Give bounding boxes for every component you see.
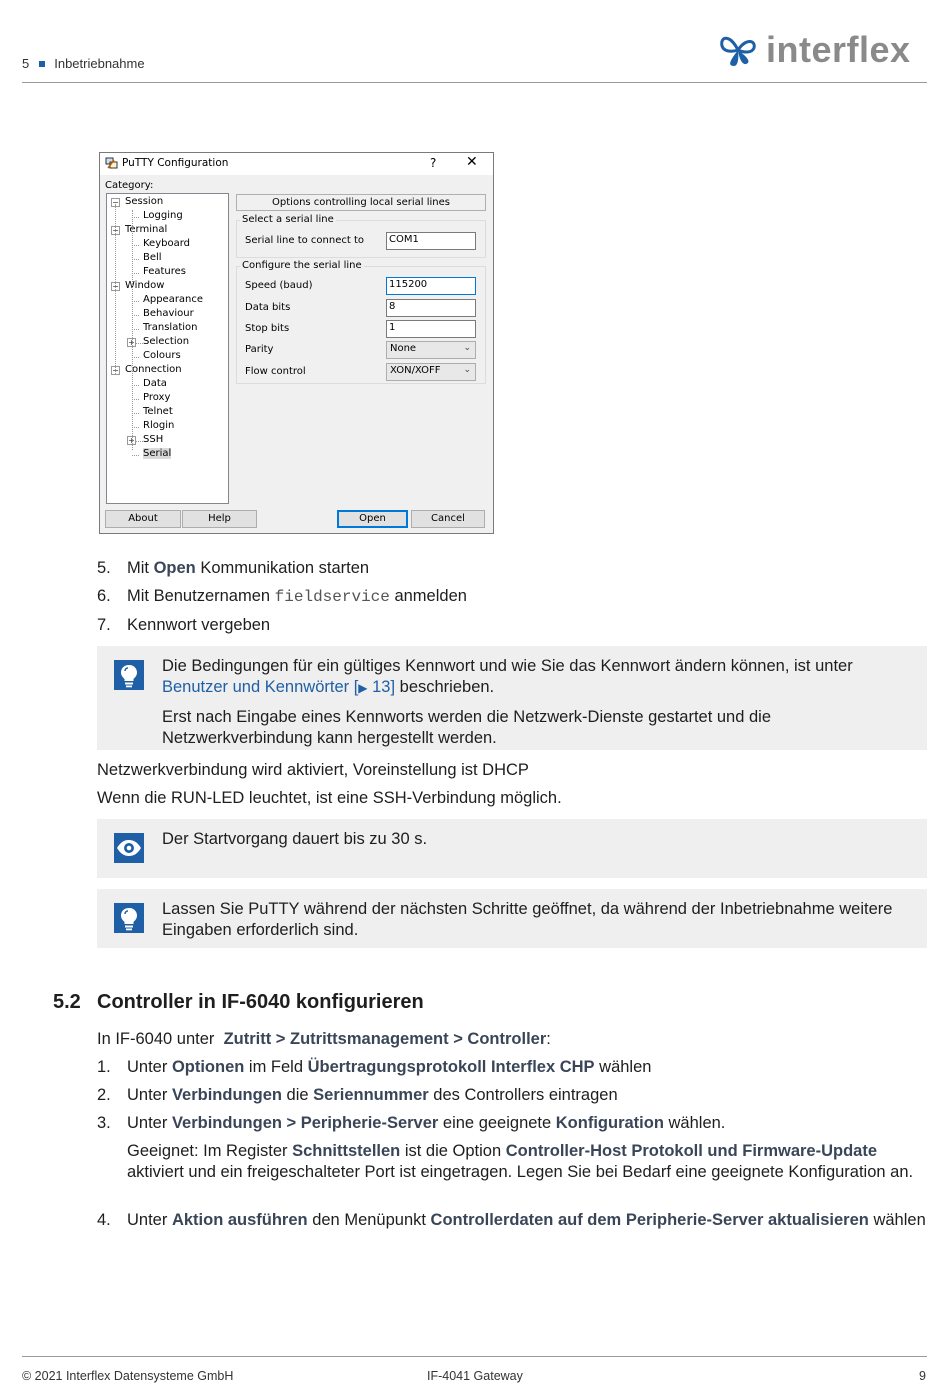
step-text: Unter <box>127 1058 172 1076</box>
tree-item-selection[interactable]: Selection <box>143 336 190 347</box>
cancel-button[interactable]: Cancel <box>411 510 485 528</box>
tree-item-data[interactable]: Data <box>143 378 167 389</box>
tree-item-bell[interactable]: Bell <box>143 252 162 263</box>
window-title: PuTTY Configuration <box>122 157 229 169</box>
list-item <box>97 1057 651 1077</box>
body-text: Wenn die RUN-LED leuchtet, ist eine SSH-Verbindung möglich. <box>97 789 562 807</box>
tree-connector <box>132 259 139 260</box>
tree-connector <box>132 301 139 302</box>
heading-number: 5.2 <box>53 991 81 1013</box>
step-number: 7. <box>97 616 111 634</box>
parity-label: Parity <box>245 344 274 355</box>
cross-reference-link[interactable]: Benutzer und Kennwörter [▶ 13] <box>162 677 396 696</box>
parity-value: None <box>390 343 417 354</box>
tree-item-window[interactable]: Window <box>125 280 165 291</box>
step-text: eine geeignete <box>438 1114 556 1132</box>
note-text: Erst nach Eingabe eines Kennworts werden die Netzwerk-Dienste gestartet und die Netzwerkverbindung kann hergestellt werden. <box>162 708 772 747</box>
lightbulb-icon <box>114 660 144 690</box>
tree-item-appearance[interactable]: Appearance <box>143 294 204 305</box>
footer-copyright: © 2021 Interflex Datensysteme GmbH <box>22 1369 234 1383</box>
open-button[interactable]: Open <box>337 510 408 528</box>
step-text: wählen. <box>663 1114 726 1132</box>
category-label: Category: <box>105 180 154 191</box>
step-text: Unter <box>127 1086 172 1104</box>
parity-select[interactable] <box>386 341 476 359</box>
ui-term: Controller-Host Protokoll und Firmware-Update <box>505 1142 878 1160</box>
tree-item-colours[interactable]: Colours <box>143 350 181 361</box>
step-text: den Menüpunkt <box>307 1211 431 1229</box>
tree-item-telnet[interactable]: Telnet <box>143 406 173 417</box>
tree-connector <box>132 427 139 428</box>
tree-item-keyboard[interactable]: Keyboard <box>143 238 191 249</box>
tree-item-serial[interactable]: Serial <box>143 448 172 459</box>
tree-item-behaviour[interactable]: Behaviour <box>143 308 194 319</box>
tree-item-proxy[interactable]: Proxy <box>143 392 171 403</box>
serial-config-group-label: Configure the serial line <box>242 260 362 271</box>
step-text: Unter <box>127 1211 172 1229</box>
step-text: Geeignet: Im Register <box>127 1142 293 1160</box>
data-bits-label: Data bits <box>245 302 291 313</box>
tree-connector <box>132 357 139 358</box>
tree-item-terminal[interactable]: Terminal <box>125 224 168 235</box>
serial-line-group-label: Select a serial line <box>242 214 334 225</box>
ui-term: Konfiguration <box>555 1114 664 1132</box>
ui-term: Optionen <box>171 1058 245 1076</box>
footer-divider <box>22 1356 927 1357</box>
flow-control-label: Flow control <box>245 366 306 377</box>
ui-term: Open <box>153 559 196 577</box>
step-text: im Feld <box>244 1058 308 1076</box>
step-text: wählen <box>868 1211 926 1229</box>
tree-connector <box>132 329 139 330</box>
header-divider <box>22 82 927 83</box>
list-item <box>97 1085 618 1105</box>
heading-title: Controller in IF-6040 konfigurieren <box>97 991 424 1013</box>
interflex-logo <box>716 28 911 72</box>
tip-note <box>97 889 927 948</box>
category-tree[interactable] <box>106 193 229 504</box>
step-text: wählen <box>594 1058 652 1076</box>
intro-text: In IF-6040 unter Zutritt > Zutrittsmanagement > Controller: <box>97 1030 551 1048</box>
note-text: Lassen Sie PuTTY während der nächsten Schritte geöffnet, da während der Inbetriebnahme weitere Eingaben erforderlich sind. <box>162 900 893 939</box>
serial-line-input[interactable]: COM1 <box>386 232 476 250</box>
section-number: 5 <box>22 56 30 71</box>
step-detail <box>127 1141 917 1182</box>
tree-item-logging[interactable]: Logging <box>143 210 183 221</box>
username-code: fieldservice <box>274 588 390 606</box>
step-text: des Controllers eintragen <box>428 1086 618 1104</box>
step-text: aktiviert und ein freigeschalteter Port ist eingetragen. Legen Sie bei Bedarf eine geeignete Konfiguration an. <box>127 1162 914 1181</box>
step-text: ist die Option <box>400 1142 506 1160</box>
list-item: 5. Mit Open Kommunikation starten <box>97 559 370 577</box>
speed-label: Speed (baud) <box>245 280 313 291</box>
ui-term: Verbindungen > Peripherie-Server <box>171 1114 439 1132</box>
collapse-icon[interactable]: − <box>112 226 119 235</box>
close-icon[interactable]: ✕ <box>466 154 478 170</box>
footer-product: IF-4041 Gateway <box>427 1369 523 1383</box>
collapse-icon[interactable]: − <box>112 282 119 291</box>
step-number: 3. <box>97 1114 111 1132</box>
info-note <box>97 819 927 878</box>
speed-input[interactable]: 115200 <box>386 277 476 295</box>
ui-term: Schnittstellen <box>292 1142 401 1160</box>
tree-item-session[interactable]: Session <box>125 196 164 207</box>
tree-connector <box>132 217 139 218</box>
step-number: 1. <box>97 1058 111 1076</box>
section-title: Inbetriebnahme <box>54 56 145 71</box>
collapse-icon[interactable]: − <box>112 366 119 375</box>
ui-term: Übertragungsprotokoll Interflex CHP <box>307 1058 595 1076</box>
page-number: 9 <box>919 1369 926 1383</box>
tree-guide-line <box>132 210 133 450</box>
step-number: 4. <box>97 1211 111 1229</box>
data-bits-input[interactable]: 8 <box>386 299 476 317</box>
ui-term: Controllerdaten auf dem Peripherie-Server aktualisieren <box>430 1211 869 1229</box>
list-item <box>97 1210 927 1231</box>
tip-note: Die Bedingungen für ein gültiges Kennwort und wie Sie das Kennwort ändern können, ist unter Benutzer und Kennwörter [▶ 13] beschrieben. Erst nach Eingabe eines Kennworts werden die Netzwerk-Dienste gestartet und die Netzwerkverbindung kann hergestellt werden. <box>97 646 927 750</box>
tree-item-rlogin[interactable]: Rlogin <box>143 420 175 431</box>
panel-title: Options controlling local serial lines <box>236 194 486 211</box>
eye-icon <box>114 833 144 863</box>
note-text: Der Startvorgang dauert bis zu 30 s. <box>162 830 428 848</box>
serial-line-label: Serial line to connect to <box>245 235 364 246</box>
tree-connector <box>136 343 143 344</box>
collapse-icon[interactable]: − <box>112 198 119 207</box>
tree-connector <box>132 273 139 274</box>
flow-control-value: XON/XOFF <box>390 365 441 376</box>
tree-connector <box>132 399 139 400</box>
list-item: 7. Kennwort vergeben <box>97 616 271 634</box>
page-arrow-icon: ▶ <box>358 680 368 695</box>
tree-connector <box>132 245 139 246</box>
chevron-down-icon: ⌄ <box>463 365 471 375</box>
about-button[interactable]: About <box>105 510 181 528</box>
logo-wordmark: interflex <box>766 29 911 70</box>
tree-connector <box>132 455 139 456</box>
tree-item-features[interactable]: Features <box>143 266 186 277</box>
tree-guide-line <box>115 204 116 374</box>
step-number: 2. <box>97 1086 111 1104</box>
chevron-down-icon: ⌄ <box>463 343 471 353</box>
help-button[interactable]: Help <box>182 510 257 528</box>
running-header <box>22 56 145 71</box>
butterfly-icon <box>716 28 760 72</box>
putty-app-icon <box>105 157 118 170</box>
section-heading <box>53 991 424 1014</box>
step-text: Unter <box>127 1114 172 1132</box>
expand-icon[interactable]: + <box>128 338 135 347</box>
tree-connector <box>132 315 139 316</box>
ui-term: Aktion ausführen <box>171 1211 308 1229</box>
putty-config-window <box>99 152 494 534</box>
tree-item-connection[interactable]: Connection <box>125 364 182 375</box>
ui-term: Seriennummer <box>313 1086 429 1104</box>
body-text: Netzwerkverbindung wird aktiviert, Voreinstellung ist DHCP <box>97 761 529 779</box>
stop-bits-input[interactable]: 1 <box>386 320 476 338</box>
step-text: die <box>281 1086 314 1104</box>
bullet-square-icon <box>39 61 45 67</box>
list-item: 6. Mit Benutzernamen fieldservice anmelden <box>97 587 467 606</box>
help-icon[interactable]: ? <box>430 156 437 170</box>
tree-connector <box>136 441 143 442</box>
flow-control-select[interactable] <box>386 363 476 381</box>
tree-connector <box>132 413 139 414</box>
step-number: 5. <box>97 559 111 577</box>
tree-item-translation[interactable]: Translation <box>143 322 198 333</box>
stop-bits-label: Stop bits <box>245 323 290 334</box>
lightbulb-icon <box>114 903 144 933</box>
expand-icon[interactable]: + <box>128 436 135 445</box>
ui-term: Verbindungen <box>171 1086 282 1104</box>
list-item <box>97 1113 725 1133</box>
window-titlebar <box>100 153 493 175</box>
tree-connector <box>132 385 139 386</box>
tree-item-ssh[interactable]: SSH <box>143 434 164 445</box>
step-number: 6. <box>97 587 111 605</box>
menu-path: Zutritt > Zutrittsmanagement > Controller <box>223 1030 547 1048</box>
